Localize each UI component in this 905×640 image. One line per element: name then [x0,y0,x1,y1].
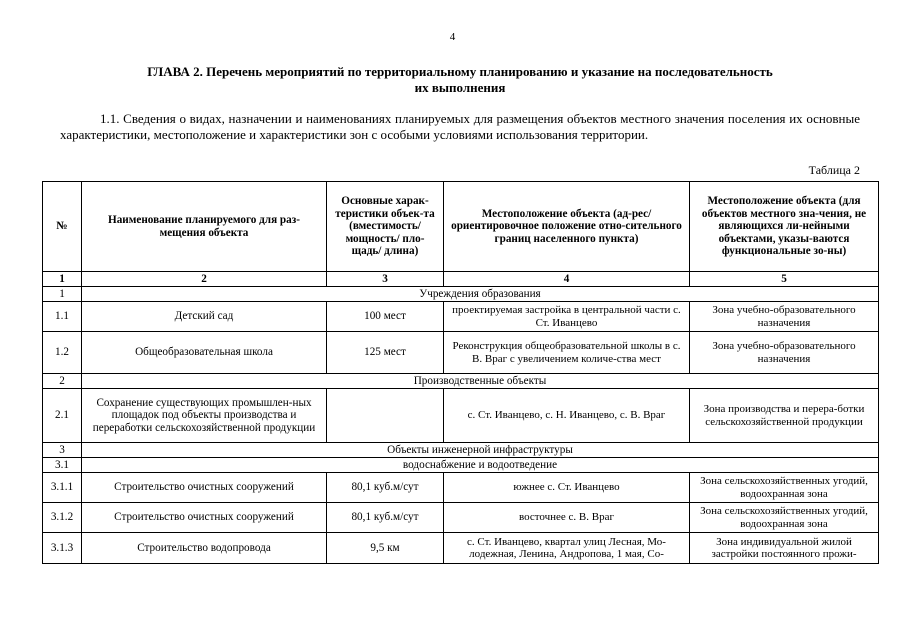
subsection-title: водоснабжение и водоотведение [82,458,879,473]
object-location: южнее с. Ст. Иванцево [444,473,690,503]
header-location-zone: Местоположение объекта (для объектов местного зна-чения, не являющихся ли-нейными объектами, указы-ваются функциональные зо-ны) [690,182,879,272]
object-zone: Зона учебно-образовательного назначения [690,302,879,332]
table-row [43,533,879,564]
table-row [43,332,879,374]
object-zone: Зона сельскохозяйственных угодий, водоохранная зона [690,473,879,503]
object-name: Детский сад [82,302,327,332]
object-capacity: 80,1 куб.м/сут [327,473,444,503]
object-name: Строительство водопровода [82,533,327,564]
table-header-row [43,182,879,272]
column-number: 1 [43,272,82,287]
page-number: 4 [449,31,456,43]
object-zone: Зона производства и перера-ботки сельскохозяйственной продукции [690,389,879,443]
object-name: Строительство очистных сооружений [82,473,327,503]
section-row [43,287,879,302]
object-location: с. Ст. Иванцево, с. Н. Иванцево, с. В. Враг [444,389,690,443]
subsection-number: 3.1 [43,458,82,473]
column-number: 4 [444,272,690,287]
section-number: 3 [43,443,82,458]
column-number: 5 [690,272,879,287]
object-capacity: 100 мест [327,302,444,332]
section-title: Производственные объекты [82,374,879,389]
object-zone: Зона индивидуальной жилой застройки постоянного прожи- [690,533,879,564]
section-row [43,374,879,389]
object-capacity: 125 мест [327,332,444,374]
objects-table [42,181,879,564]
object-location: проектируемая застройка в центральной части с. Ст. Иванцево [444,302,690,332]
object-zone: Зона учебно-образовательного назначения [690,332,879,374]
row-number: 3.1.1 [43,473,82,503]
row-number: 2.1 [43,389,82,443]
chapter-title [80,64,840,96]
object-zone: Зона сельскохозяйственных угодий, водоохранная зона [690,503,879,533]
object-name: Строительство очистных сооружений [82,503,327,533]
column-numbers-row [43,272,879,287]
chapter-title-line-2: их выполнения [414,80,506,95]
section-title: Учреждения образования [82,287,879,302]
object-capacity [327,389,444,443]
table-row [43,389,879,443]
table-row [43,302,879,332]
row-number: 1.1 [43,302,82,332]
table-row [43,503,879,533]
header-characteristics: Основные харак-теристики объек-та (вместимость/ мощность/ пло-щадь/ длина) [327,182,444,272]
object-location: восточнее с. В. Враг [444,503,690,533]
header-number: № [43,182,82,272]
object-location: Реконструкция общеобразовательной школы в с. В. Враг с увеличением количе-ства мест [444,332,690,374]
object-location: с. Ст. Иванцево, квартал улиц Лесная, Мо-лодежная, Ленина, Андропова, 1 мая, Со- [444,533,690,564]
object-name: Общеобразовательная школа [82,332,327,374]
header-object-name: Наименование планируемого для раз-мещения объекта [82,182,327,272]
header-location-address: Местоположение объекта (ад-рес/ориентировочное положение отно-сительного границ населенного пункта) [444,182,690,272]
intro-paragraph: 1.1. Сведения о видах, назначении и наименованиях планируемых для размещения объектов местного значения поселения их основные характеристики, местоположение и характеристики зон с особыми условиями использования территории. [60,111,860,142]
table-row [43,473,879,503]
column-number: 3 [327,272,444,287]
row-number: 1.2 [43,332,82,374]
row-number: 3.1.2 [43,503,82,533]
object-name: Сохранение существующих промышлен-ных площадок под объекты производства и переработки сельскохозяйственной продукции [82,389,327,443]
object-capacity: 80,1 куб.м/сут [327,503,444,533]
subsection-row [43,458,879,473]
chapter-title-line-1: ГЛАВА 2. Перечень мероприятий по территориальному планированию и указание на последовательность [147,64,773,79]
section-number: 1 [43,287,82,302]
section-title: Объекты инженерной инфраструктуры [82,443,879,458]
section-row [43,443,879,458]
table-label: Таблица 2 [808,163,860,177]
object-capacity: 9,5 км [327,533,444,564]
column-number: 2 [82,272,327,287]
section-number: 2 [43,374,82,389]
row-number: 3.1.3 [43,533,82,564]
